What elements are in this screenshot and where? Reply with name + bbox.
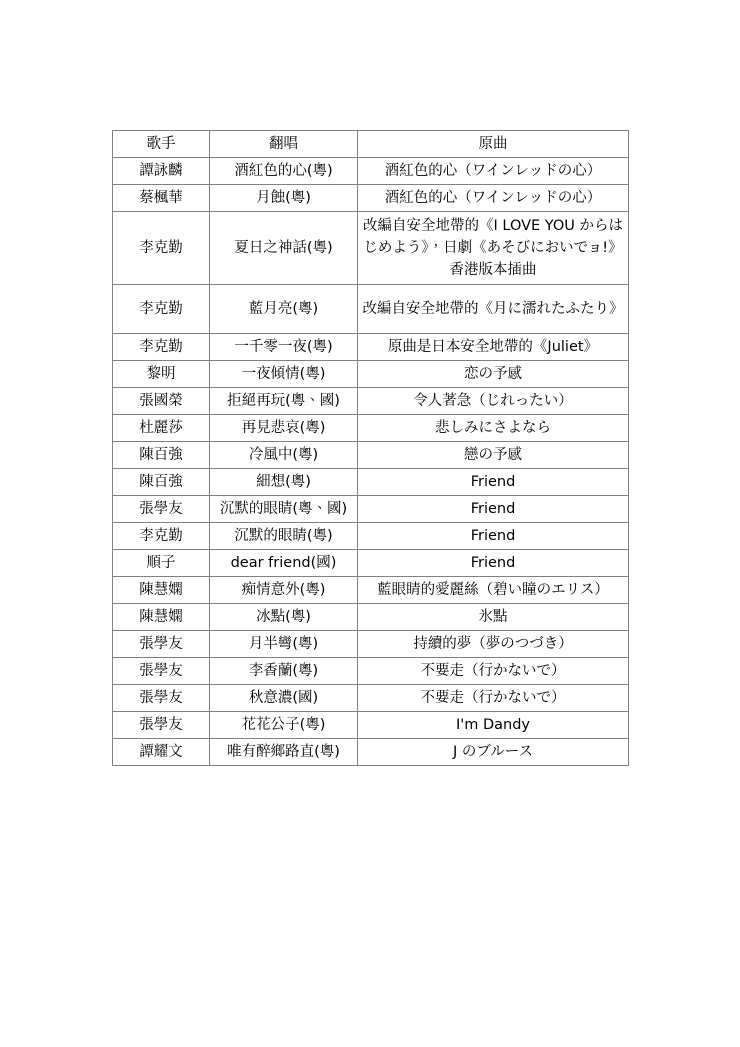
cell-original: 持續的夢（夢のつづき） bbox=[358, 631, 629, 658]
cell-singer: 黎明 bbox=[113, 361, 210, 388]
cell-original: Friend bbox=[358, 496, 629, 523]
cell-singer: 張學友 bbox=[113, 496, 210, 523]
cell-cover: 冷風中(粵) bbox=[210, 442, 358, 469]
cell-original: 藍眼睛的愛麗絲（碧い瞳のエリス） bbox=[358, 577, 629, 604]
cover-songs-table-wrap bbox=[112, 130, 628, 766]
table-row bbox=[113, 604, 629, 631]
cell-singer: 譚耀文 bbox=[113, 739, 210, 766]
cell-cover: 月半彎(粵) bbox=[210, 631, 358, 658]
cell-cover: 秋意濃(國) bbox=[210, 685, 358, 712]
cell-singer: 陳慧嫻 bbox=[113, 577, 210, 604]
cell-cover: 一夜傾情(粵) bbox=[210, 361, 358, 388]
cell-singer: 順子 bbox=[113, 550, 210, 577]
cell-cover: 再見悲哀(粵) bbox=[210, 415, 358, 442]
column-header-singer: 歌手 bbox=[113, 131, 210, 158]
cell-original: 令人著急（じれったい） bbox=[358, 388, 629, 415]
cell-singer: 陳慧嫻 bbox=[113, 604, 210, 631]
cell-original: Friend bbox=[358, 469, 629, 496]
table-row bbox=[113, 185, 629, 212]
cell-original: 不要走（行かないで） bbox=[358, 658, 629, 685]
cell-singer: 杜麗莎 bbox=[113, 415, 210, 442]
cell-cover: 冰點(粵) bbox=[210, 604, 358, 631]
cell-cover: 沉默的眼睛(粵、國) bbox=[210, 496, 358, 523]
table-row bbox=[113, 415, 629, 442]
table-row bbox=[113, 712, 629, 739]
cell-cover: 細想(粵) bbox=[210, 469, 358, 496]
table-row bbox=[113, 361, 629, 388]
table-row bbox=[113, 523, 629, 550]
cell-singer: 張學友 bbox=[113, 712, 210, 739]
cell-original: Friend bbox=[358, 523, 629, 550]
table-row bbox=[113, 496, 629, 523]
table-row bbox=[113, 469, 629, 496]
cell-singer: 蔡楓華 bbox=[113, 185, 210, 212]
cell-cover: 沉默的眼睛(粵) bbox=[210, 523, 358, 550]
column-header-cover: 翻唱 bbox=[210, 131, 358, 158]
cell-singer: 李克勤 bbox=[113, 212, 210, 285]
cell-original: 酒紅色的心（ワインレッドの心） bbox=[358, 185, 629, 212]
cell-singer: 李克勤 bbox=[113, 523, 210, 550]
cell-original: 戀の予感 bbox=[358, 442, 629, 469]
table-row bbox=[113, 285, 629, 334]
table-header bbox=[113, 131, 629, 158]
cell-singer: 張國榮 bbox=[113, 388, 210, 415]
cell-singer: 陳百強 bbox=[113, 469, 210, 496]
cell-singer: 李克勤 bbox=[113, 285, 210, 334]
cell-original: 恋の予感 bbox=[358, 361, 629, 388]
cell-cover: 藍月亮(粵) bbox=[210, 285, 358, 334]
cell-cover: 痴情意外(粵) bbox=[210, 577, 358, 604]
cell-original: 改編自安全地帶的《I LOVE YOU からはじめよう》，日劇《あそびにおいでョ!》香港版本插曲 bbox=[358, 212, 629, 285]
cover-songs-table bbox=[112, 130, 629, 766]
table-body bbox=[113, 158, 629, 766]
cell-original: Friend bbox=[358, 550, 629, 577]
table-row bbox=[113, 388, 629, 415]
table-row bbox=[113, 658, 629, 685]
cell-singer: 李克勤 bbox=[113, 334, 210, 361]
cell-cover: 一千零一夜(粵) bbox=[210, 334, 358, 361]
cell-singer: 張學友 bbox=[113, 685, 210, 712]
cell-cover: 李香蘭(粵) bbox=[210, 658, 358, 685]
table-row bbox=[113, 212, 629, 285]
cell-singer: 譚詠麟 bbox=[113, 158, 210, 185]
table-row bbox=[113, 631, 629, 658]
cell-cover: 拒絕再玩(粵、國) bbox=[210, 388, 358, 415]
cell-original: 改編自安全地帶的《月に濡れたふたり》 bbox=[358, 285, 629, 334]
cell-singer: 張學友 bbox=[113, 658, 210, 685]
cell-cover: 花花公子(粵) bbox=[210, 712, 358, 739]
cell-cover: 唯有醉鄉路直(粵) bbox=[210, 739, 358, 766]
cell-cover: dear friend(國) bbox=[210, 550, 358, 577]
cell-cover: 酒紅色的心(粵) bbox=[210, 158, 358, 185]
table-row bbox=[113, 334, 629, 361]
cell-singer: 張學友 bbox=[113, 631, 210, 658]
table-row bbox=[113, 685, 629, 712]
cell-singer: 陳百強 bbox=[113, 442, 210, 469]
cell-original: 氷點 bbox=[358, 604, 629, 631]
table-row bbox=[113, 158, 629, 185]
table-row bbox=[113, 577, 629, 604]
table-row bbox=[113, 739, 629, 766]
table-row bbox=[113, 442, 629, 469]
cell-original: J のブルース bbox=[358, 739, 629, 766]
cell-cover: 夏日之神話(粵) bbox=[210, 212, 358, 285]
column-header-original: 原曲 bbox=[358, 131, 629, 158]
cell-original: 悲しみにさよなら bbox=[358, 415, 629, 442]
table-row bbox=[113, 550, 629, 577]
cell-original: 不要走（行かないで） bbox=[358, 685, 629, 712]
cell-original: I'm Dandy bbox=[358, 712, 629, 739]
table-header-row bbox=[113, 131, 629, 158]
cell-cover: 月蝕(粵) bbox=[210, 185, 358, 212]
cell-original: 酒紅色的心（ワインレッドの心） bbox=[358, 158, 629, 185]
cell-original: 原曲是日本安全地帶的《Juliet》 bbox=[358, 334, 629, 361]
